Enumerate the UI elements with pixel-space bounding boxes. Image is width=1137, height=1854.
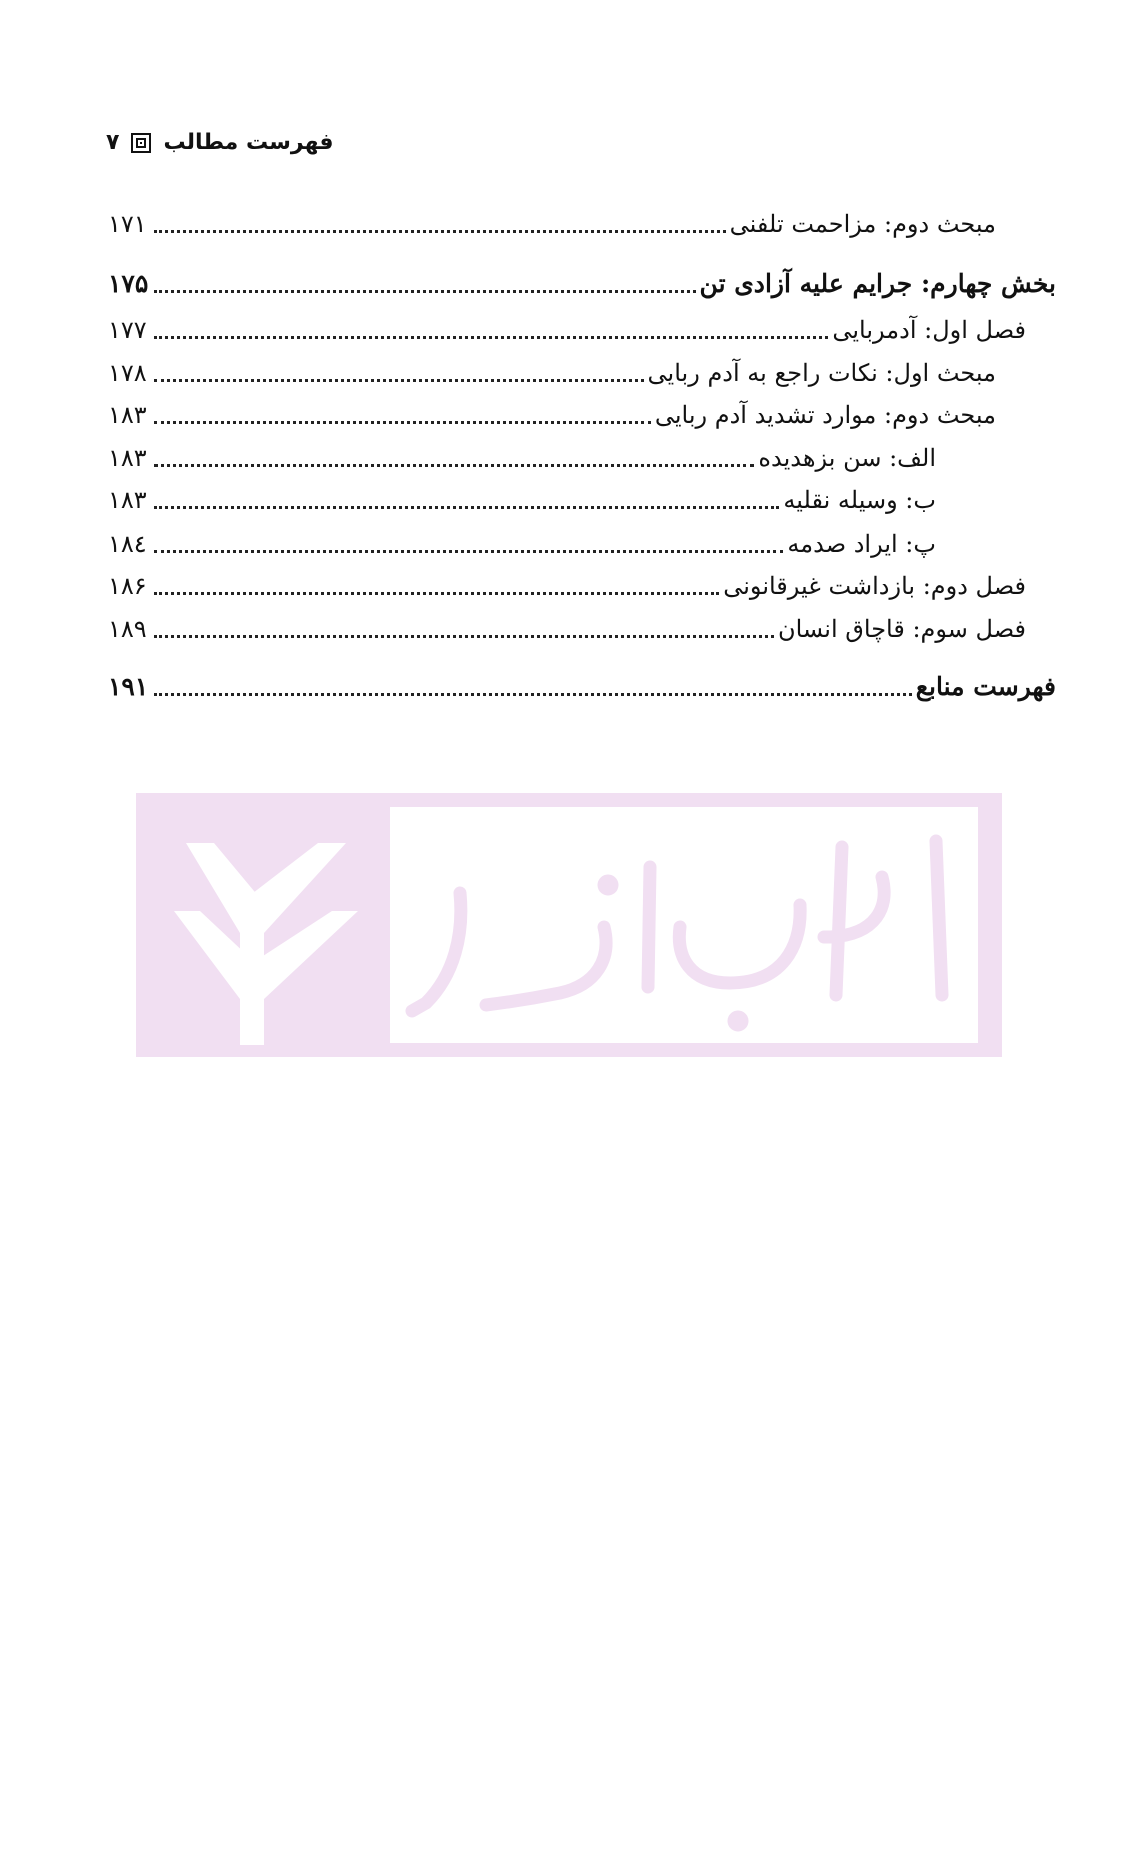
toc-entry-page: ۱۸۶ [108, 572, 147, 600]
running-header [106, 128, 334, 158]
toc-entry-title: مبحث دوم: موارد تشدید آدم ربایی [654, 401, 996, 429]
dot-leader [154, 592, 719, 595]
dot-leader [154, 506, 779, 509]
toc-entry[interactable] [108, 564, 1056, 604]
dot-leader [154, 336, 828, 339]
toc-entry-page: ۱۸۹ [108, 615, 147, 643]
toc-entry[interactable] [108, 308, 1056, 348]
square-ornament-icon [131, 133, 151, 153]
toc-entry-title: مبحث اول: نکات راجع به آدم ربایی [647, 359, 996, 387]
dot-leader [154, 693, 912, 696]
toc-entry-title: فهرست منابع [915, 672, 1056, 701]
toc-entry[interactable] [108, 478, 1056, 518]
dot-leader [154, 464, 754, 467]
page-number: ۷ [106, 130, 120, 155]
toc-entry-title: پ: ایراد صدمه [787, 530, 936, 558]
toc-entry-page: ۱۹۱ [108, 672, 149, 701]
toc-entry-page: ۱۷۷ [108, 316, 147, 344]
toc-entry[interactable] [108, 665, 1056, 705]
toc-entry[interactable] [108, 393, 1056, 433]
toc-entry-title: فصل سوم: قاچاق انسان [777, 615, 1026, 643]
watermark-panel [390, 807, 978, 1043]
toc-entry-title: الف: سن بزهدیده [758, 444, 936, 472]
toc-entry[interactable] [108, 351, 1056, 391]
toc-entry-title: فصل اول: آدمربایی [832, 316, 1026, 344]
toc-entry-title: بخش چهارم: جرایم علیه آزادی تن [699, 269, 1056, 298]
toc-entry[interactable] [108, 607, 1056, 647]
toc-entry[interactable] [108, 522, 1056, 562]
dot-leader [154, 230, 726, 233]
toc-entry-page: ۱۸۳ [108, 486, 147, 514]
toc-entry[interactable] [108, 436, 1056, 476]
toc-entry-title: مبحث دوم: مزاحمت تلفنی [729, 210, 996, 238]
toc-entry[interactable] [108, 202, 1056, 242]
dot-leader [154, 421, 651, 424]
watermark [136, 793, 1002, 1057]
dot-leader [154, 550, 783, 553]
dot-leader [154, 635, 774, 638]
watermark-wordmark [390, 807, 978, 1043]
toc-entry[interactable] [108, 262, 1056, 302]
toc-entry-page: ۱۷۱ [108, 210, 147, 238]
toc-entry-page: ۱۸۳ [108, 444, 147, 472]
toc-entry-title: ب: وسیله نقلیه [783, 486, 936, 514]
toc-entry-page: ۱۸٤ [108, 530, 147, 558]
toc-entry-page: ۱۷۸ [108, 359, 147, 387]
toc-entry-page: ۱۸۳ [108, 401, 147, 429]
dot-leader [154, 379, 644, 382]
toc-entry-title: فصل دوم: بازداشت غیرقانونی [723, 572, 1026, 600]
running-title: فهرست مطالب [163, 130, 334, 155]
toc-entry-page: ۱۷۵ [108, 269, 149, 298]
dot-leader [154, 290, 696, 293]
